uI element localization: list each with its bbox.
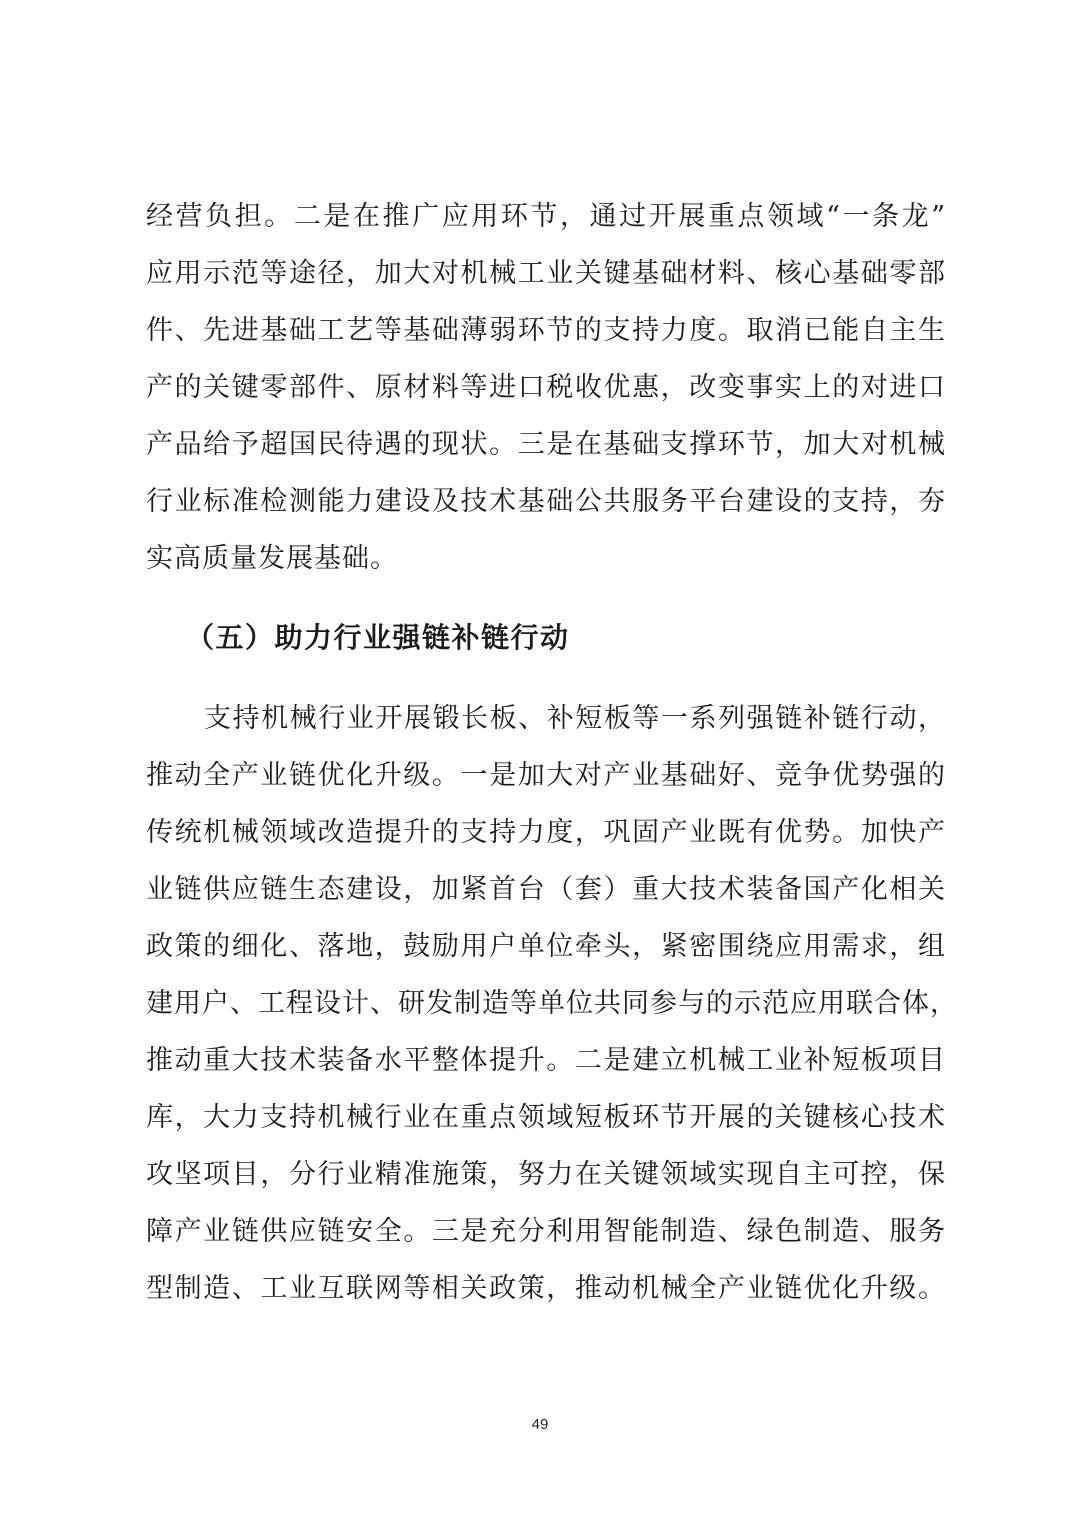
text-line: 型制造、工业互联网等相关政策，推动机械全产业链优化升级。 (146, 1273, 946, 1304)
text-line: 实高质量发展基础。 (146, 543, 398, 574)
text-line: 件、先进基础工艺等基础薄弱环节的支持力度。取消已能自主生 (146, 315, 946, 346)
text-line: 推动全产业链优化升级。一是加大对产业基础好、竞争优势强的 (146, 760, 946, 791)
text-line: 传统机械领域改造提升的支持力度，巩固产业既有优势。加快产 (146, 817, 946, 848)
text-line: 支持机械行业开展锻长板、补短板等一系列强链补链行动， (204, 703, 946, 734)
section-heading: （五）助力行业强链补链行动 (186, 621, 570, 654)
text-line: 应用示范等途径，加大对机械工业关键基础材料、核心基础零部 (146, 258, 946, 289)
text-line: 业链供应链生态建设，加紧首台（套）重大技术装备国产化相关 (146, 874, 946, 905)
text-line: 产的关键零部件、原材料等进口税收优惠，改变事实上的对进口 (146, 372, 946, 403)
text-line: 库，大力支持机械行业在重点领域短板环节开展的关键核心技术 (146, 1102, 946, 1133)
text-line: 推动重大技术装备水平整体提升。二是建立机械工业补短板项目 (146, 1045, 946, 1076)
page-number: 49 (531, 1416, 549, 1433)
text-line: 行业标准检测能力建设及技术基础公共服务平台建设的支持，夯 (146, 486, 946, 517)
text-line: 建用户、工程设计、研发制造等单位共同参与的示范应用联合体， (146, 988, 958, 1019)
text-line: 产品给予超国民待遇的现状。三是在基础支撑环节，加大对机械 (146, 429, 946, 460)
text-line: 经营负担。二是在推广应用环节，通过开展重点领域“一条龙” (146, 201, 946, 232)
text-line: 障产业链供应链安全。三是充分利用智能制造、绿色制造、服务 (146, 1216, 946, 1247)
text-line: 政策的细化、落地，鼓励用户单位牵头，紧密围绕应用需求，组 (146, 931, 946, 962)
text-line: 攻坚项目，分行业精准施策，努力在关键领域实现自主可控，保 (146, 1159, 946, 1190)
